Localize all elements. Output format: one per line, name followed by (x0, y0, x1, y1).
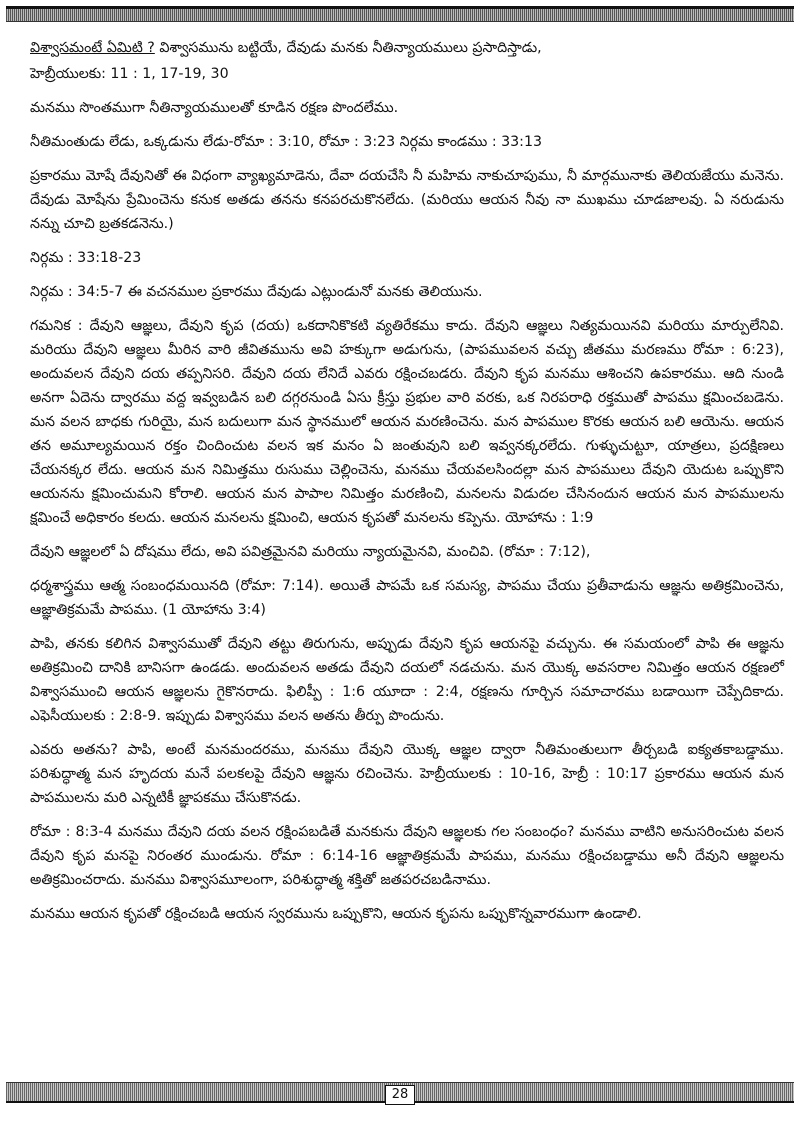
page-content (30, 36, 784, 936)
paragraph-11: పాపి, తనకు కలిగిన విశ్వాసముతో దేవుని తట్టు తిరుగును, అప్పుడు దేవుని కృప ఆయనపై వచ్చును. ఈ సమయంలో పాపి ఈ ఆజ్ఞను అతిక్రమించి దానికి బానిసగా ఉండడు. అందువలన అతడు దేవుని దయలో నడచును. మన యొక్క అవసరాల నిమిత్తం ఆయన రక్షణలో విశ్వాసముంచి ఆయన ఆజ్ఞలను గైకొనరాదు. ఫిలిప్పీ : 1:6 యూదా : 2:4, రక్షణను గూర్చిన సమాచారము బడాయిగా చెప్పేదికాదు. ఎఫెసీయులకు : 2:8-9. ఇప్పుడు విశ్వాసము వలన అతను తీర్పు పొందును. (30, 636, 784, 724)
page-number: 28 (385, 1085, 415, 1105)
paragraph-13: రోమా : 8:3-4 మనము దేవుని దయ వలన రక్షింపబడితే మనకును దేవుని ఆజ్ఞలకు గల సంబంధం? మనము వాటిని అనుసరించుట వలన దేవుని కృప మనపై నిరంతర ముండును. రోమా : 6:14-16 ఆజ్ఞాతిక్రమమే పాపము, మనము రక్షించబడ్డాము అనీ దేవుని ఆజ్ఞలను అతిక్రమించరాదు. మనము విశ్వాసమూలంగా, పరిశుద్ధాత్మ శక్తితో జతపరచబడినాము. (30, 824, 784, 888)
paragraph-14: మనము ఆయన కృపతో రక్షించబడి ఆయన స్వరమును ఒప్పుకొని, ఆయన కృపను ఒప్పుకొన్నవారముగా ఉండాలి. (30, 906, 642, 922)
top-border (6, 6, 794, 22)
paragraph-9: దేవుని ఆజ్ఞలలో ఏ దోషము లేదు, అవి పవిత్రమైనవి మరియు న్యాయమైనవి, మంచివి. (రోమా : 7:12), (30, 544, 591, 560)
paragraph-5: ప్రకారము మోషే దేవునితో ఈ విధంగా వ్యాఖ్యమాడెను, దేవా దయచేసి నీ మహిమ నాకుచూపుము, నీ మార్గమునాకు తెలియజేయు మనెను. దేవుడు మోషేను ప్రేమించెను కనుక అతడు తనను కనపరచుకొనలేదు. (మరియు ఆయన నీవు నా ముఖము చూడజాలవు. ఏ నరుడును నన్ను చూచి బ్రతకడనెను.) (30, 168, 784, 232)
paragraph-3: మనము సొంతముగా నీతిన్యాయములతో కూడిన రక్షణ పొందలేము. (30, 100, 399, 116)
paragraph-8: గమనిక : దేవుని ఆజ్ఞలు, దేవుని కృప (దయ) ఒకదానికొకటి వ్యతిరేకము కాదు. దేవుని ఆజ్ఞలు నిత్యమయినవి మరియు మార్పులేనివి. మరియు దేవుని ఆజ్ఞలు మీరిన వారి జీవితమును అవి హక్కుగా అడుగును, (పాపమువలన వచ్చు జీతము మరణము రోమా : 6:23), అందువలన దేవుని దయ తప్పనిసరి. దేవుని దయ లేనిదే ఎవరు రక్షించబడరు. దేవుని కృప మనము ఆశించని ఉపకారము. ఆది నుండి అనగా ఏదెను ద్వారము వద్ద ఇవ్వబడిన బలి దగ్గరనుండి ఏసు క్రీస్తు ప్రభుల వారి వరకు, ఒక నిరపరాధి రక్తముతో పాపము క్షమించబడెను. మన వలన బాధకు గురియై, మన బదులుగా మన స్థానములో ఆయన మరణించెను. మన పాపముల కొరకు ఆయన బలి ఆయెను. ఆయన తన అమూల్యమయిన రక్తం చిందించుట వలన ఇక మనం ఏ జంతువుని బలి ఇవ్వనక్కరలేదు. గుళ్ళుచుట్టూ, యాత్రలు, ప్రదక్షిణలు చేయనక్కర లేదు. ఆయన మన నిమిత్తము రుసుము చెల్లించెను, మనము చేయవలసిందల్లా మన పాపములు దేవుని యెదుట ఒప్పుకొని ఆయనను క్షమించుమని కోరాలి. ఆయన మన పాపాల నిమిత్తం మరణించి, మనలను విడుదల చేసినందున ఆయన మన పాపములను క్షమించే అధికారం కలదు. ఆయన మనలను క్షమించి, ఆయన కృపతో మనలను కప్పెను. యోహాను : 1:9 (30, 318, 784, 526)
paragraph-6: నిర్గమ : 33:18-23 (30, 250, 142, 266)
section-heading: విశ్వాసమంటే ఏమిటి ? (30, 40, 155, 56)
paragraph-12: ఎవరు అతను? పాపి, అంటే మనమందరము, మనము దేవుని యొక్క ఆజ్ఞల ద్వారా నీతిమంతులుగా తీర్చబడి ఐక్యతకాబడ్డాము. పరిశుద్ధాత్మ మన హృదయ మనే పలకలపై దేవుని ఆజ్ఞను రచించెను. హెబ్రీయులకు : 10-16, హెబ్రీ : 10:17 ప్రకారము ఆయన మన పాపములను మరి ఎన్నటికీ జ్ఞాపకము చేసుకొనడు. (30, 742, 784, 806)
paragraph-1 (30, 36, 784, 60)
paragraph-4: నీతిమంతుడు లేడు, ఒక్కడును లేడు-రోమా : 3:10, రోమా : 3:23 నిర్గమ కాండము : 33:13 (30, 134, 542, 150)
paragraph-10: ధర్మశాస్త్రము ఆత్మ సంబంధమయినది (రోమా: 7:14). అయితే పాపమే ఒక సమస్య, పాపము చేయు ప్రతీవాడును ఆజ్ఞను అతిక్రమించెను, ఆజ్ఞాతిక్రమమే పాపము. (1 యోహాను 3:4) (30, 578, 784, 618)
paragraph-2: హెబ్రీయులకు: 11 : 1, 17-19, 30 (30, 66, 229, 82)
paragraph-7: నిర్గమ : 34:5-7 ఈ వచనముల ప్రకారము దేవుడు ఎట్లుండునో మనకు తెలియును. (30, 284, 483, 300)
paragraph-text: విశ్వాసమును బట్టియే, దేవుడు మనకు నీతిన్యాయములు ప్రసాదిస్తాడు, (154, 40, 542, 56)
